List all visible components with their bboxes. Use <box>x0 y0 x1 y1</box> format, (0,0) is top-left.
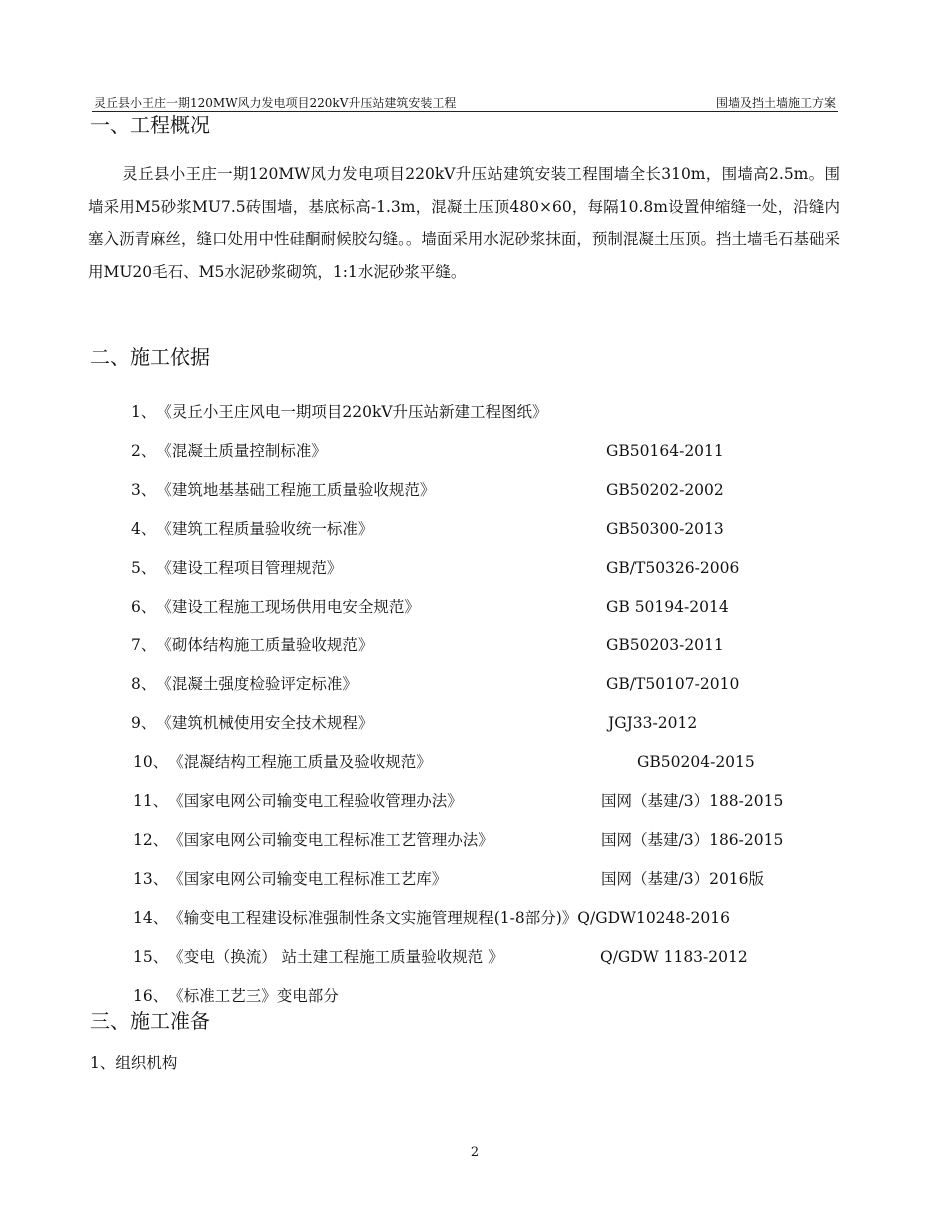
reference-number: 11、 <box>133 792 169 810</box>
reference-number: 7、 <box>131 636 157 655</box>
reference-number: 10、 <box>133 753 169 772</box>
reference-item <box>133 869 447 889</box>
reference-number: 4、 <box>131 519 157 538</box>
reference-title: 《国家电网公司输变电工程标准工艺管理办法》 <box>168 830 494 849</box>
reference-title: 《标准工艺三》变电部分 <box>168 986 339 1005</box>
reference-standard-code: 国网（基建/3）2016版 <box>601 869 765 888</box>
reference-number: 8、 <box>131 675 157 694</box>
reference-title: 《建设工程项目管理规范》 <box>156 558 343 577</box>
reference-number: 2、 <box>131 441 157 460</box>
reference-number: 1、 <box>131 403 157 421</box>
reference-item <box>131 635 373 655</box>
reference-title: 《输变电工程建设标准强制性条文实施管理规程(1-8部分)》Q/GDW10248-2016 <box>168 908 730 927</box>
reference-title: 《建筑地基基础工程施工质量验收规范》 <box>156 480 436 499</box>
reference-number: 6、 <box>131 597 157 616</box>
reference-standard-code: GB50202-2002 <box>606 480 724 499</box>
reference-title: 《建设工程施工现场供用电安全规范》 <box>156 597 420 616</box>
reference-title: 《灵丘小王庄风电一期项目220kV升压站新建工程图纸》 <box>156 403 548 421</box>
reference-title: 《变电（换流） 站土建工程施工质量验收规范 》 <box>168 947 504 966</box>
section-2-title: 二、施工依据 <box>90 345 210 369</box>
reference-item <box>133 947 504 967</box>
header-project-title: 灵丘县小王庄一期120MW风力发电项目220kV升压站建筑安装工程 <box>94 96 457 110</box>
reference-item <box>131 713 373 733</box>
reference-item <box>131 558 342 578</box>
reference-title: 《混凝土质量控制标准》 <box>156 441 327 460</box>
reference-item <box>131 519 373 539</box>
header-document-title: 围墙及挡土墙施工方案 <box>715 96 836 110</box>
running-header <box>92 96 838 112</box>
reference-number: 14、 <box>133 908 169 927</box>
reference-number: 15、 <box>133 947 169 966</box>
reference-title: 《国家电网公司输变电工程验收管理办法》 <box>168 792 463 810</box>
reference-number: 12、 <box>133 830 169 849</box>
reference-standard-code: GB50300-2013 <box>606 519 724 538</box>
reference-item <box>131 402 548 422</box>
reference-standard-code: GB50164-2011 <box>606 441 724 460</box>
section-3-title: 三、施工准备 <box>90 1009 210 1033</box>
reference-standard-code: GB 50194-2014 <box>606 597 729 616</box>
reference-title: 《混凝结构工程施工质量及验收规范》 <box>168 753 432 772</box>
reference-item <box>133 791 463 811</box>
section-1-title: 一、工程概况 <box>90 113 210 137</box>
reference-item <box>133 830 494 850</box>
reference-item <box>131 597 420 617</box>
reference-title: 《建筑机械使用安全技术规程》 <box>156 714 374 733</box>
subsection-organization: 1、组织机构 <box>90 1054 178 1072</box>
reference-standard-code: GB50203-2011 <box>606 636 724 655</box>
reference-title: 《建筑工程质量验收统一标准》 <box>156 519 374 538</box>
section-1-body <box>88 158 840 288</box>
reference-item <box>131 480 435 500</box>
reference-standard-code: JGJ33-2012 <box>608 714 698 733</box>
reference-number: 16、 <box>133 986 169 1005</box>
reference-item <box>133 908 730 928</box>
reference-number: 5、 <box>131 558 157 577</box>
reference-standard-code: GB50204-2015 <box>637 753 755 772</box>
reference-standard-code: Q/GDW 1183-2012 <box>600 947 748 966</box>
reference-title: 《砌体结构施工质量验收规范》 <box>156 636 374 655</box>
reference-title: 《混凝土强度检验评定标准》 <box>156 675 358 694</box>
reference-item <box>133 752 432 772</box>
reference-number: 9、 <box>131 714 157 733</box>
page-number: 2 <box>470 1145 480 1160</box>
reference-standard-code: 国网（基建/3）188-2015 <box>601 792 784 810</box>
section-1-body-text: 灵丘县小王庄一期120MW风力发电项目220kV升压站建筑安装工程围墙全长310m，围墙高2.5m。围墙采用M5砂浆MU7.5砖围墙，基底标高-1.3m，混凝土压顶480×60，每隔10.8m设置伸缩缝一处，沿缝内塞入沥青麻丝，缝口处用中性硅酮耐候胶勾缝。。墙面采用水泥砂浆抹面，预制混凝土压顶。挡土墙毛石基础采用MU20毛石、M5水泥砂浆砌筑，1:1水泥砂浆平缝。 <box>88 165 840 281</box>
reference-item <box>133 986 339 1006</box>
reference-item <box>131 441 327 461</box>
reference-title: 《国家电网公司输变电工程标准工艺库》 <box>168 869 448 888</box>
reference-number: 13、 <box>133 869 169 888</box>
reference-standard-code: GB/T50107-2010 <box>606 675 740 694</box>
reference-number: 3、 <box>131 480 157 499</box>
reference-standard-code: GB/T50326-2006 <box>606 558 740 577</box>
reference-standard-code: 国网（基建/3）186-2015 <box>601 830 784 849</box>
reference-item <box>131 674 358 694</box>
